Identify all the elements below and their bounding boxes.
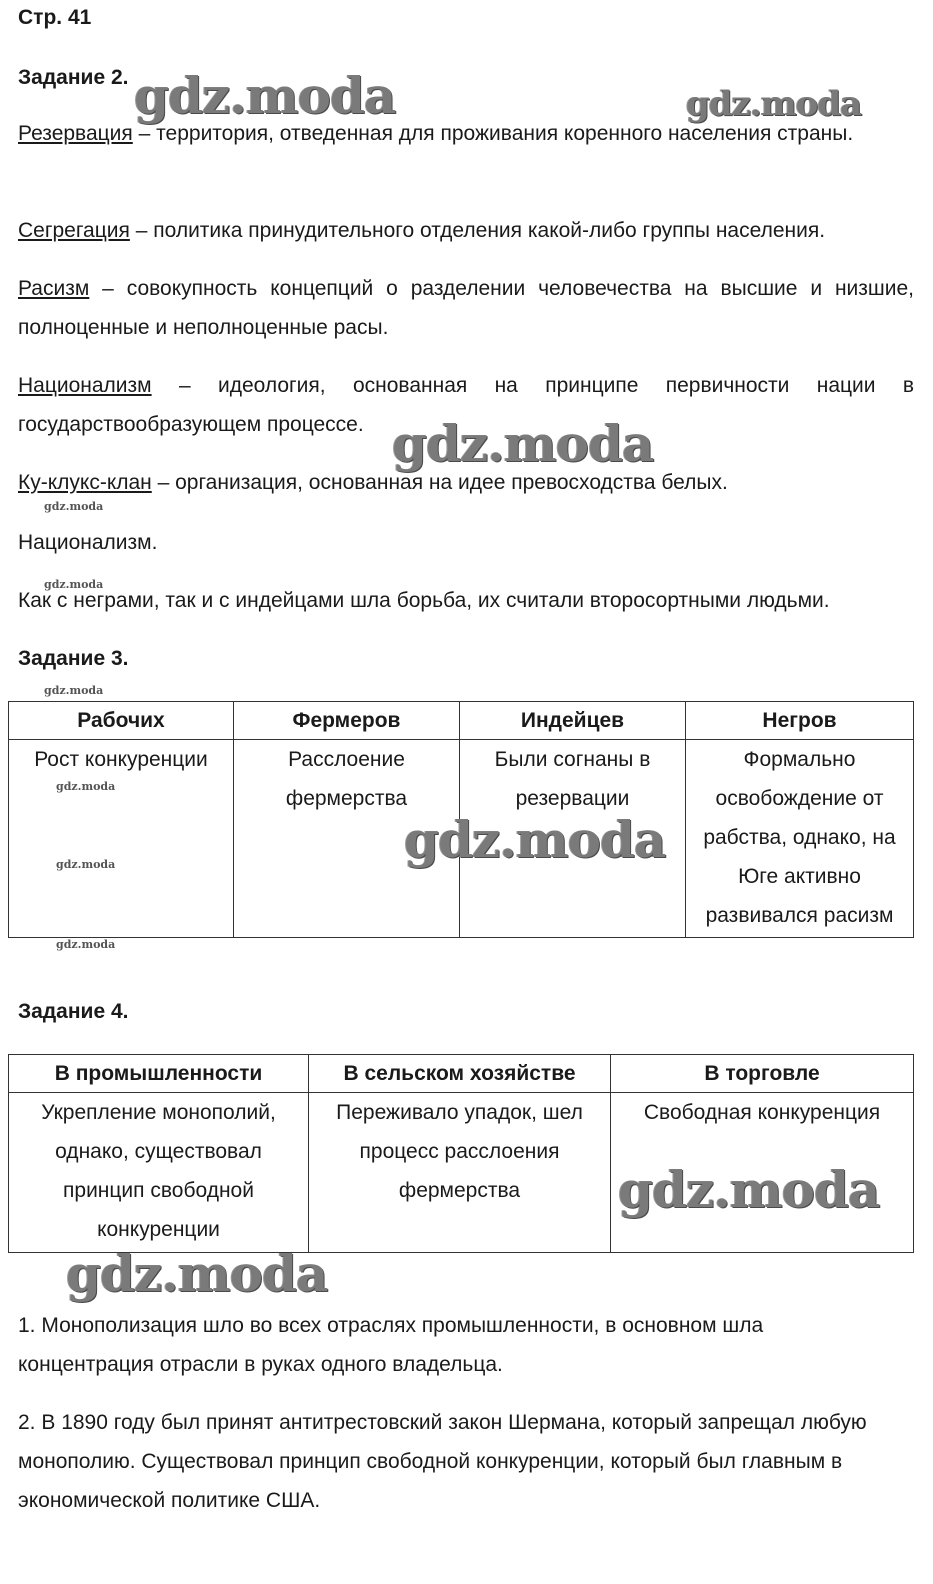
definition-segregation [18,211,914,250]
table-header-cell: В сельском хозяйстве [309,1055,611,1093]
table-cell: Укрепление монополий, однако, существовал принцип свободной конкуренции [9,1093,309,1253]
definition-reservation [18,114,914,153]
definition-text: – организация, основанная на идее превосходства белых. [151,471,728,494]
table-header-cell: Рабочих [9,702,234,740]
task2-answer-2: Как с неграми, так и с индейцами шла борьба, их считали второсортными людьми. [18,589,830,612]
task2-answer-1: Национализм. [18,531,158,554]
definition-term: Расизм [18,277,90,300]
watermark-logo: gdz.moda [404,810,666,869]
task3-table [8,701,914,938]
table-cell: Свободная конкуренция [611,1093,914,1253]
table-cell: Расслоение фермерства [234,740,460,938]
page-label: Стр. 41 [18,6,92,29]
definition-term: Национализм [18,374,152,397]
watermark-logo: gdz.moda [392,414,654,473]
watermark-logo: gdz.moda [618,1160,880,1219]
watermark-logo: gdz.moda [66,1244,328,1303]
definition-racism [18,269,914,347]
watermark-logo: gdz.moda [56,780,116,793]
watermark-logo: gdz.moda [56,938,116,951]
definition-kkk [18,463,914,502]
table-header-cell: Индейцев [460,702,686,740]
task4-answer-1: 1. Монополизация шло во всех отраслях промышленности, в основном шла концентрация отрасли в руках одного владельца. [18,1314,764,1376]
definition-term: Сегрегация [18,219,130,242]
definition-term: Резервация [18,122,133,145]
task4-answer-2: 2. В 1890 году был принят антитрестовский закон Шермана, который запрещал любую монополию. Существовал принцип свободной конкуренции, который был главным в экономической политике США. [18,1411,867,1512]
table-header-cell: Негров [686,702,914,740]
table-cell: Были согнаны в резервации [460,740,686,938]
definition-text: – совокупность концепций о разделении человечества на высшие и низшие, полноценные и неполноценные расы. [18,277,914,339]
watermark-logo: gdz.moda [56,858,116,871]
definition-text: – идеология, основанная на принципе первичности нации в государствообразующем процессе. [18,374,914,436]
table-row [9,1093,914,1253]
task3-heading: Задание 3. [18,647,129,670]
definition-term: Ку-клукс-клан [18,471,152,494]
table-header-cell: В торговле [611,1055,914,1093]
task4-heading: Задание 4. [18,1000,129,1023]
watermark-logo: gdz.moda [44,684,104,697]
table-header-row [9,1055,914,1093]
definition-nationalism [18,366,914,444]
watermark-logo: gdz.moda [44,578,104,591]
watermark-logo: gdz.moda [134,66,396,125]
definition-text: – политика принудительного отделения какой-либо группы населения. [129,219,826,242]
table-header-row [9,702,914,740]
task4-table [8,1054,914,1253]
table-cell: Переживало упадок, шел процесс расслоения фермерства [309,1093,611,1253]
watermark-logo: gdz.moda [686,84,862,124]
table-cell: Рост конкуренции [9,740,234,938]
task2-heading: Задание 2. [18,66,129,89]
table-row [9,740,914,938]
table-header-cell: Фермеров [234,702,460,740]
definition-text: – территория, отведенная для проживания коренного населения страны. [132,122,854,145]
table-cell: Формально освобождение от рабства, однако, на Юге активно развивался расизм [686,740,914,938]
table-header-cell: В промышленности [9,1055,309,1093]
watermark-logo: gdz.moda [44,500,104,513]
